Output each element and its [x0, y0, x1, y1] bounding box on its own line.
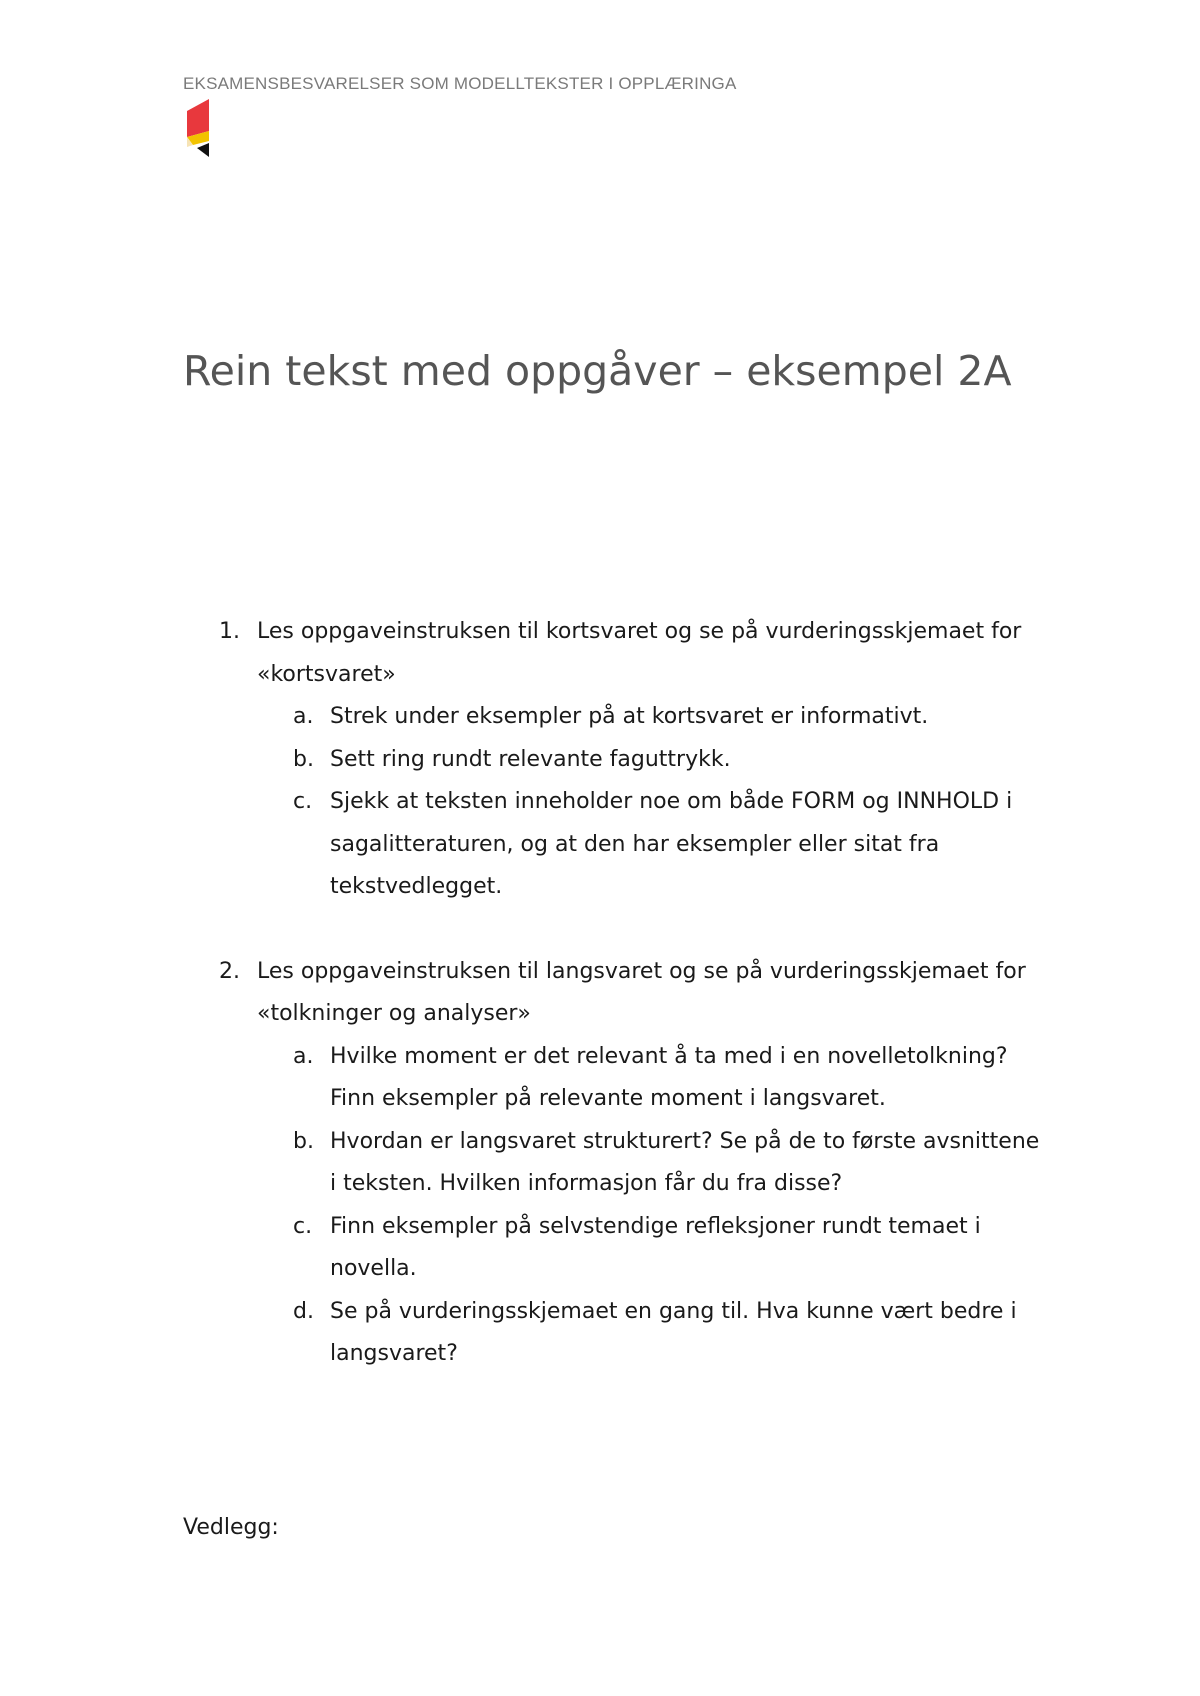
sub-task-letter: b. — [293, 1128, 314, 1154]
sub-task-text: Hvilke moment er det relevant å ta med i en novelletolkning? Finn eksempler på relevante moment i langsvaret. — [330, 1043, 1008, 1111]
sub-task-item — [257, 1121, 1043, 1206]
sub-task-text: Sett ring rundt relevante faguttrykk. — [330, 746, 731, 772]
task-item — [183, 611, 1043, 909]
task-number: 1. — [219, 619, 240, 644]
sub-task-item — [257, 1291, 1043, 1376]
sub-task-item — [257, 739, 1043, 782]
sub-task-text: Strek under eksempler på at kortsvaret er informativt. — [330, 704, 929, 729]
sub-task-letter: a. — [293, 1043, 314, 1069]
sub-task-text: Se på vurderingsskjemaet en gang til. Hva kunne vært bedre i langsvaret? — [330, 1298, 1017, 1366]
task-text: Les oppgaveinstruksen til langsvaret og se på vurderingsskjemaet for «tolkninger og analyser» — [257, 958, 1026, 1026]
sub-task-text: Sjekk at teksten inneholder noe om både FORM og INNHOLD i sagalitteraturen, og at den har eksempler eller sitat fra tekstvedlegget. — [330, 789, 1013, 899]
sub-task-item — [257, 781, 1043, 909]
sub-task-letter: a. — [293, 704, 314, 729]
sub-task-text: Finn eksempler på selvstendige refleksjoner rundt temaet i novella. — [330, 1213, 981, 1281]
task-item — [183, 951, 1043, 1376]
sub-task-letter: c. — [293, 1213, 313, 1239]
task-number: 2. — [219, 958, 240, 984]
running-header: EKSAMENSBESVARELSER SOM MODELLTEKSTER I OPPLÆRINGA — [183, 74, 737, 93]
task-list — [183, 611, 1043, 1376]
sub-task-list — [257, 1036, 1043, 1376]
sub-task-letter: b. — [293, 746, 314, 772]
sub-task-letter: c. — [293, 789, 313, 814]
sub-task-item — [257, 696, 1043, 739]
colored-flag-logo-icon — [183, 97, 213, 159]
document-title: Rein tekst med oppgåver – eksempel 2A — [183, 347, 1012, 395]
task-text: Les oppgaveinstruksen til kortsvaret og se på vurderingsskjemaet for «kortsvaret» — [257, 619, 1022, 687]
attachments-label: Vedlegg: — [183, 1515, 279, 1540]
sub-task-text: Hvordan er langsvaret strukturert? Se på de to første avsnittene i teksten. Hvilken informasjon får du fra disse? — [330, 1128, 1040, 1196]
sub-task-item — [257, 1036, 1043, 1121]
sub-task-letter: d. — [293, 1298, 314, 1324]
sub-task-list — [257, 696, 1043, 909]
sub-task-item — [257, 1206, 1043, 1291]
